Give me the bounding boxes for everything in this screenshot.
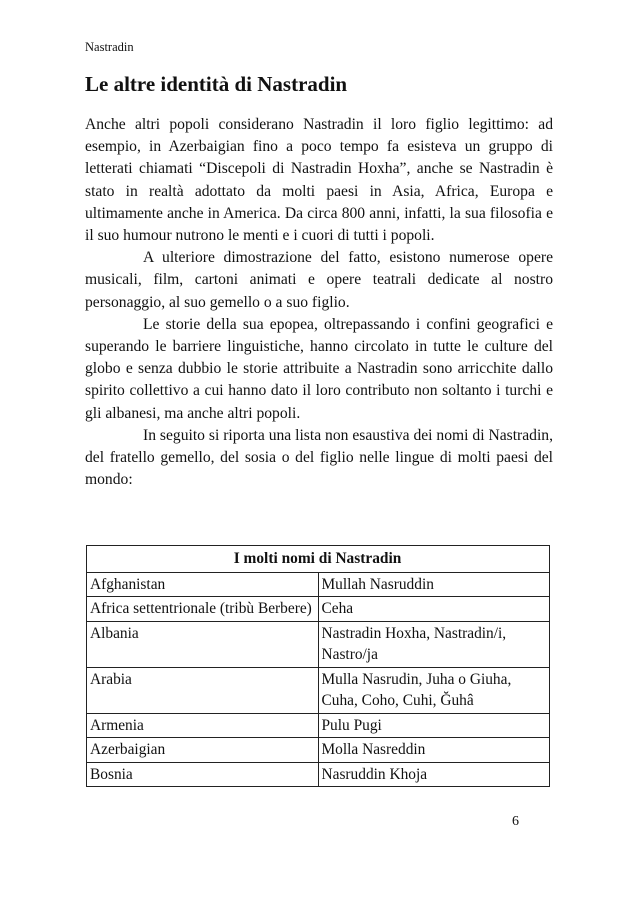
table-row bbox=[87, 572, 550, 597]
country-cell: Arabia bbox=[87, 667, 319, 713]
table-title: I molti nomi di Nastradin bbox=[87, 546, 550, 573]
section-title: Le altre identità di Nastradin bbox=[85, 72, 348, 96]
name-cell: Molla Nasreddin bbox=[318, 738, 550, 763]
running-head: Nastradin bbox=[85, 40, 134, 54]
paragraph-4: In seguito si riporta una lista non esaustiva dei nomi di Nastradin, del fratello gemello, del sosia o del figlio nelle lingue di molti paesi del mondo: bbox=[85, 426, 553, 489]
country-cell: Azerbaigian bbox=[87, 738, 319, 763]
body-text bbox=[85, 114, 553, 491]
name-cell: Nastradin Hoxha, Nastradin/i, Nastro/ja bbox=[318, 621, 550, 667]
country-cell: Armenia bbox=[87, 713, 319, 738]
paragraph-1: Anche altri popoli considerano Nastradin il loro figlio legittimo: ad esempio, in Azerbaigian fino a poco tempo fa esisteva un gruppo di letterati chiamati “Discepoli di Nastradin Hoxha”, anche se Nastradin è stato in realtà adottato da molti paesi in Asia, Africa, Europa e ultimamente anche in America. Da circa 800 anni, infatti, la sua filosofia e il suo humour nutrono le menti e i cuori di tutti i popoli. bbox=[85, 116, 553, 245]
table-row bbox=[87, 713, 550, 738]
name-cell: Ceha bbox=[318, 597, 550, 622]
table-row bbox=[87, 762, 550, 787]
name-cell: Pulu Pugi bbox=[318, 713, 550, 738]
country-cell: Afghanistan bbox=[87, 572, 319, 597]
table-row bbox=[87, 738, 550, 763]
table-header-row bbox=[87, 546, 550, 573]
page-number: 6 bbox=[512, 814, 519, 829]
country-cell: Africa settentrionale (tribù Berbere) bbox=[87, 597, 319, 622]
table-row bbox=[87, 621, 550, 667]
table-row bbox=[87, 597, 550, 622]
name-cell: Mullah Nasruddin bbox=[318, 572, 550, 597]
names-table bbox=[86, 545, 550, 787]
country-cell: Albania bbox=[87, 621, 319, 667]
paragraph-3: Le storie della sua epopea, oltrepassando i confini geografici e superando le barriere linguistiche, hanno circolato in tutte le culture del globo e senza dubbio le storie attribuite a Nastradin sono arricchite dallo spirito collettivo a cui hanno dato il loro contributo non soltanto i turchi e gli albanesi, ma anche altri popoli. bbox=[85, 315, 553, 422]
paragraph-2: A ulteriore dimostrazione del fatto, esistono numerose opere musicali, film, cartoni animati e opere teatrali dedicate al nostro personaggio, al suo gemello o a suo figlio. bbox=[85, 249, 553, 311]
country-cell: Bosnia bbox=[87, 762, 319, 787]
name-cell: Mulla Nasrudin, Juha o Giuha, Cuha, Coho, Cuhi, Ğuhâ bbox=[318, 667, 550, 713]
table-row bbox=[87, 667, 550, 713]
name-cell: Nasruddin Khoja bbox=[318, 762, 550, 787]
